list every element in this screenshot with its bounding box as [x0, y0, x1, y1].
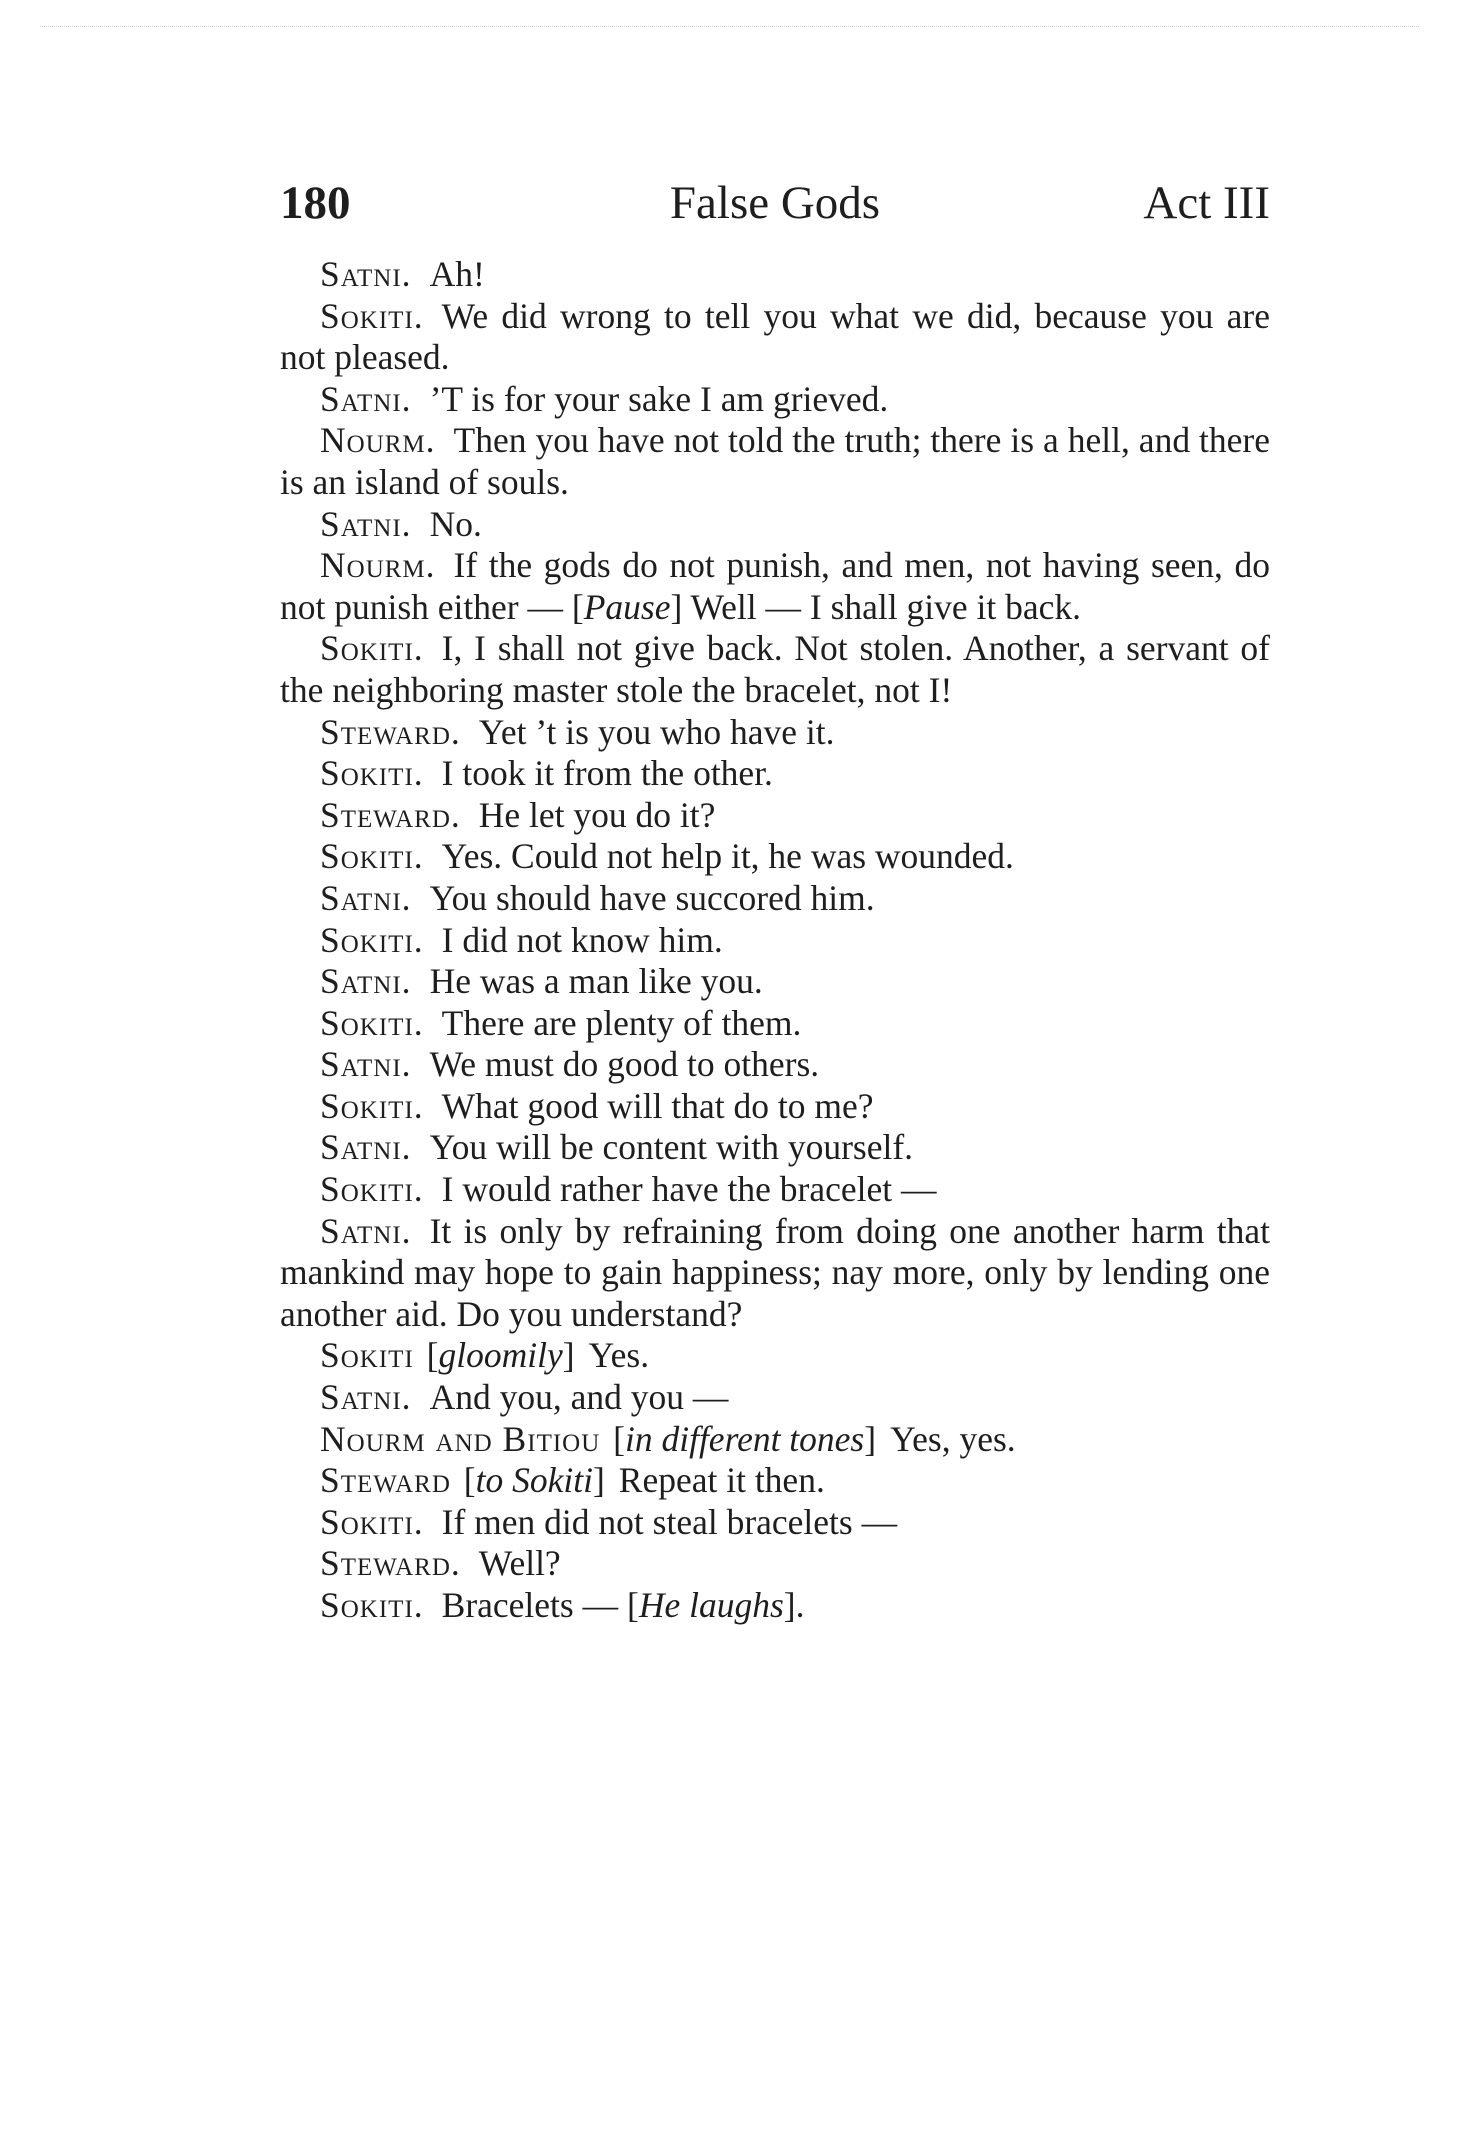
speech-text: Repeat it then. [618, 1460, 825, 1501]
act-label: Act III [1143, 177, 1270, 229]
speech-text-after: . [795, 1585, 805, 1625]
speech-text: Yes. [588, 1335, 650, 1376]
speech-text: I did not know him. [441, 919, 723, 960]
speech-text: It is only by refraining from doing one another harm that mankind may hope to gain happiness; nay more, only by lending one another aid. Do you understand? [280, 1210, 1270, 1334]
speech-text: ’T is for your sake I am grieved. [429, 378, 889, 419]
speaker-name: Steward [320, 1460, 451, 1501]
dialogue-line [280, 1377, 1270, 1419]
speech-text: I would rather have the bracelet — [441, 1169, 937, 1210]
speech-text: What good will that do to me? [441, 1085, 874, 1126]
dialogue-line [280, 1044, 1270, 1086]
stage-direction-text: He laughs [638, 1585, 784, 1625]
speech-text: Well? [478, 1543, 561, 1584]
speaker-name: Satni. [320, 1210, 412, 1251]
stage-direction: [He laughs] [618, 1585, 796, 1625]
speaker-name: Satni. [320, 1377, 412, 1418]
speech-text: Yes. Could not help it, he was wounded. [441, 836, 1014, 877]
speech-text: Then you have not told the truth; there is a hell, and there is an island of souls. [280, 420, 1270, 502]
dialogue-body [280, 254, 1270, 1627]
speaker-name: Sokiti. [320, 1585, 424, 1625]
stage-direction-lead: [in different tones] [604, 1418, 877, 1459]
speech-text: No. [429, 503, 482, 544]
speaker-name: Nourm. [320, 420, 436, 461]
stage-direction-text: gloomily [438, 1335, 563, 1376]
running-header [280, 168, 1270, 238]
speaker-name: Steward. [320, 1543, 461, 1584]
stage-direction-lead: [to Sokiti] [454, 1460, 605, 1501]
speaker-name: Nourm. [320, 545, 436, 586]
speech-text: You will be content with yourself. [429, 1127, 914, 1168]
page-number: 180 [280, 177, 351, 229]
speech-text: If men did not steal bracelets — [441, 1501, 898, 1542]
speech-text: Bracelets — [441, 1585, 619, 1625]
dialogue-line [280, 545, 1270, 628]
speaker-name: Sokiti. [320, 1085, 424, 1126]
dialogue-line [280, 420, 1270, 503]
dialogue-line [280, 1460, 1270, 1502]
dialogue-line [280, 961, 1270, 1003]
speaker-name: Satni. [320, 254, 412, 294]
speech-text-after: Well — I shall give it back. [682, 586, 1082, 627]
speech-text: Yet ’t is you who have it. [478, 711, 835, 752]
speech-text: I took it from the other. [441, 753, 773, 794]
speaker-name: Sokiti. [320, 1169, 424, 1210]
speaker-name: Sokiti. [320, 753, 424, 794]
speaker-name: Sokiti. [320, 1002, 424, 1043]
stage-direction: [Pause] [562, 586, 683, 627]
speech-text: Ah! [429, 254, 485, 294]
speaker-name: Sokiti. [320, 295, 424, 336]
stage-direction-text: to Sokiti [475, 1460, 593, 1501]
stage-direction-lead: [gloomily] [417, 1335, 575, 1376]
speech-text: We did wrong to tell you what we did, because you are not pleased. [280, 295, 1270, 378]
dialogue-line [280, 1127, 1270, 1169]
dialogue-line [280, 628, 1270, 711]
speaker-name: Sokiti. [320, 1501, 424, 1542]
dialogue-line [280, 379, 1270, 421]
dialogue-line [280, 254, 1270, 296]
dialogue-line [280, 1419, 1270, 1461]
speaker-name: Satni. [320, 877, 412, 918]
dialogue-line [280, 1543, 1270, 1585]
dialogue-line [280, 1169, 1270, 1211]
speaker-name: Satni. [320, 1044, 412, 1085]
dialogue-line [280, 1211, 1270, 1336]
stage-direction-text: Pause [583, 586, 671, 627]
speech-text: There are plenty of them. [441, 1002, 802, 1043]
dialogue-line [280, 296, 1270, 379]
speech-text: I, I shall not give back. Not stolen. Another, a servant of the neighboring master stole the bracelet, not I! [280, 628, 1270, 710]
scan-edge-line [40, 26, 1419, 28]
running-title: False Gods [669, 177, 881, 229]
stage-direction-text: in different tones [624, 1418, 865, 1459]
dialogue-line [280, 504, 1270, 546]
speaker-name: Satni. [320, 503, 412, 544]
speech-text: And you, and you — [429, 1377, 729, 1418]
speaker-name: Steward. [320, 794, 461, 835]
speech-text: He let you do it? [478, 794, 716, 835]
dialogue-line [280, 1502, 1270, 1544]
dialogue-line [280, 795, 1270, 837]
speaker-name: Steward. [320, 711, 461, 752]
dialogue-line [280, 836, 1270, 878]
dialogue-line [280, 1335, 1270, 1377]
dialogue-line [280, 712, 1270, 754]
speaker-name: Sokiti. [320, 628, 424, 669]
speech-text: We must do good to others. [429, 1044, 820, 1085]
speaker-name: Satni. [320, 961, 412, 1002]
speaker-name: Nourm and Bitiou [320, 1418, 601, 1459]
dialogue-line [280, 920, 1270, 962]
dialogue-line [280, 1086, 1270, 1128]
speech-text: If the gods do not punish, and men, not having seen, do not punish either — [280, 545, 1270, 627]
dialogue-line [280, 878, 1270, 920]
speaker-name: Sokiti. [320, 919, 424, 960]
dialogue-line [280, 1585, 1270, 1627]
dialogue-line [280, 753, 1270, 795]
speech-text: You should have succored him. [429, 877, 875, 918]
speech-text: He was a man like you. [429, 961, 763, 1002]
speaker-name: Sokiti [320, 1335, 414, 1376]
speaker-name: Sokiti. [320, 836, 424, 877]
speaker-name: Satni. [320, 378, 412, 419]
dialogue-line [280, 1003, 1270, 1045]
speech-text: Yes, yes. [890, 1418, 1016, 1459]
speaker-name: Satni. [320, 1127, 412, 1168]
